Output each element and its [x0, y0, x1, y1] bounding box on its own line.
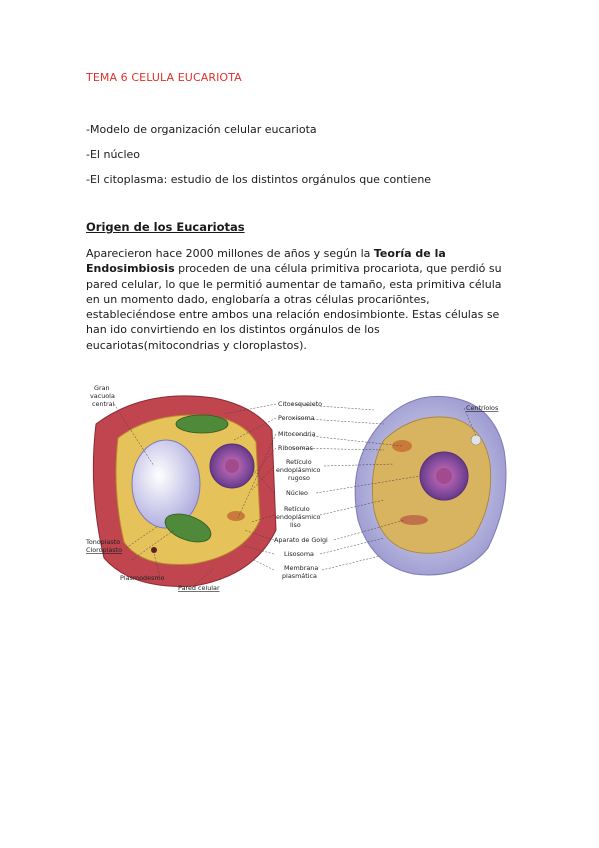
label-reticulo-liso-2: endoplásmico [276, 513, 321, 521]
paragraph-text-1: Aparecieron hace 2000 millones de años y según la [86, 247, 374, 260]
label-nucleo: Núcleo [286, 489, 308, 497]
label-golgi: Aparato de Golgi [274, 536, 328, 544]
animal-mitochondria [392, 440, 412, 452]
animal-golgi [400, 515, 428, 525]
plant-nucleolus [225, 459, 239, 473]
label-reticulo-rugoso-3: rugoso [288, 474, 310, 482]
label-membrana-1: Membrana [284, 564, 319, 572]
plasmodesma-pore [151, 547, 157, 553]
section-heading: Origen de los Eucariotas [86, 220, 245, 234]
cell-diagram-figure [84, 380, 514, 592]
label-tonoplasto: Tonoplasto [86, 538, 121, 546]
label-peroxisoma: Peroxisoma [278, 414, 315, 422]
document-title: TEMA 6 CELULA EUCARIOTA [86, 71, 242, 84]
plant-vacuole [132, 440, 200, 528]
label-citoesqueleto: Citoesqueleto [278, 400, 323, 408]
animal-cell [355, 396, 506, 575]
label-reticulo-liso-1: Retículo [284, 505, 310, 513]
label-pared-celular: Pared celular [178, 584, 220, 592]
label-reticulo-rugoso-2: endoplásmico [276, 466, 321, 474]
label-mitocondria: Mitocondria [278, 430, 316, 438]
paragraph-bold-term: Teoría de la Endosimbiosis [86, 247, 446, 276]
label-cloroplasto: Cloroplasto [86, 546, 123, 554]
plant-mitochondria [227, 511, 245, 521]
label-reticulo-liso-3: liso [290, 521, 301, 529]
bullet-nucleo: -El núcleo [86, 148, 141, 161]
animal-peroxisome [471, 435, 481, 445]
label-plasmodesmo: Plasmodesmo [120, 574, 165, 582]
cell-diagram [84, 380, 514, 592]
label-membrana-2: plasmática [282, 572, 317, 580]
body-paragraph [86, 246, 516, 353]
label-ribosomas: Ribosomas [278, 444, 313, 452]
plant-chloroplast-top [176, 415, 228, 433]
label-reticulo-rugoso-1: Retículo [286, 458, 312, 466]
label-lisosoma: Lisosoma [284, 550, 314, 558]
label-gran: Gran [94, 384, 110, 392]
bullet-modelo: -Modelo de organización celular eucariota [86, 123, 317, 136]
paragraph-text-2: proceden de una célula primitiva procariota, que perdió su pared celular, lo que le permitió aumentar de tamaño, esta primitiva célula en un momento dado, englobaría a otras células procariōntes, estableciéndose entre ambos una relación endosimbionte. Estas células se han ido convirtiendo en los distintos orgánulos de los eucariotas(mitocondrias y cloroplastos). [86, 262, 502, 352]
plant-cell [93, 396, 276, 587]
label-central: central [92, 400, 115, 408]
label-vacuola: vacuola [90, 392, 115, 400]
animal-nucleolus [436, 468, 452, 484]
bullet-citoplasma: -El citoplasma: estudio de los distintos orgánulos que contiene [86, 173, 432, 186]
label-centriolos: Centríolos [466, 404, 499, 412]
